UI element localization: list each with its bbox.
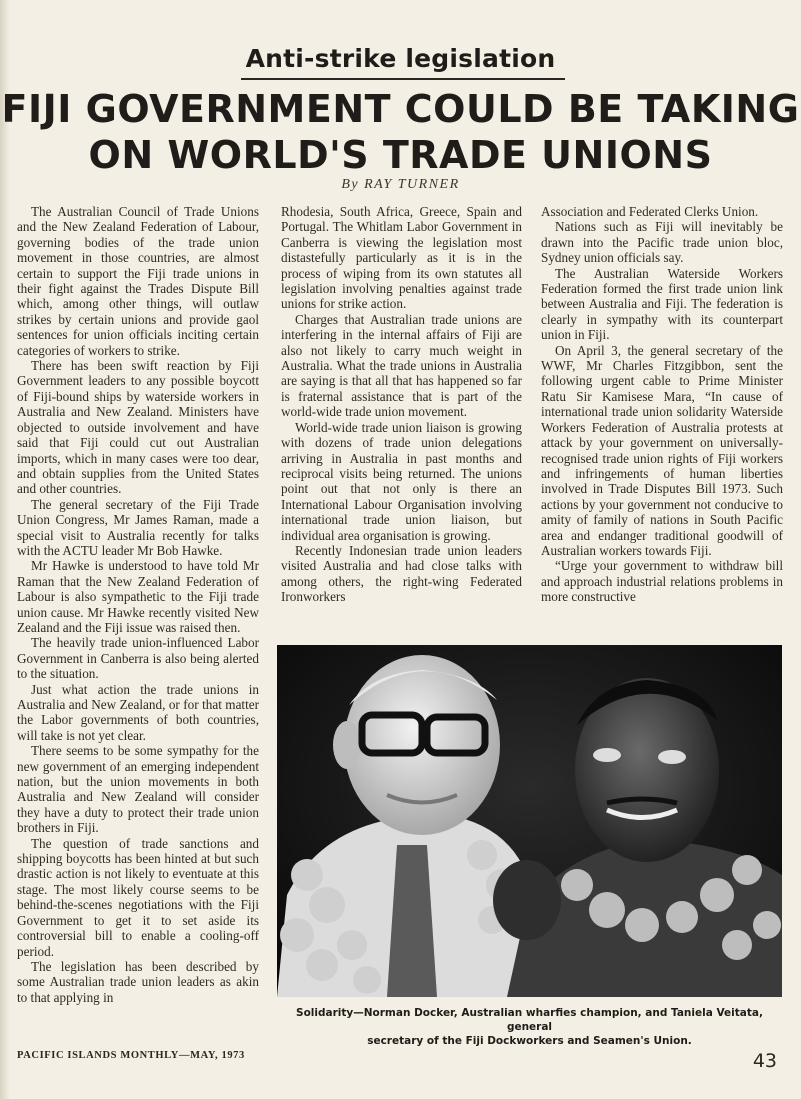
paragraph: The heavily trade union-influenced Labor Government in Canberra is also being alerted to the situation. [17,635,259,682]
headline-line-1: FIJI GOVERNMENT COULD BE TAKING [1,87,800,131]
byline: By RAY TURNER [341,177,460,192]
kicker-underline [241,78,565,80]
caption-line-2: secretary of the Fiji Dockworkers and Seamen's Union. [367,1035,692,1047]
paragraph: Just what action the trade unions in Australia and New Zealand, or for that matter the Labor governments of both countries, will take is not yet clear. [17,681,259,743]
paragraph: Rhodesia, South Africa, Greece, Spain and Portugal. The Whitlam Labor Government in Canberra is viewing the legislation most distastefully particularly as it is in the process of wiping from its own statutes all legislation involving penalties against trade unions for strike action. [281,204,522,312]
page-number: 43 [752,1050,777,1072]
publication-footer: PACIFIC ISLANDS MONTHLY—MAY, 1973 [17,1050,245,1061]
paragraph: The Australian Waterside Workers Federation formed the first trade union link between Australia and Fiji. The federation is clearly in sympathy with its counterpart union in Fiji. [541,265,783,343]
caption-line-1: Solidarity—Norman Docker, Australian wharfies champion, and Taniela Veitata, general [296,1007,763,1033]
section-kicker: Anti-strike legislation [245,44,556,73]
news-photograph [277,645,782,997]
photo-illustration [277,645,782,997]
paragraph: Nations such as Fiji will inevitably be drawn into the Pacific trade union bloc, Sydney union officials say. [541,219,783,266]
paragraph: World-wide trade union liaison is growing with dozens of trade union delegations arriving in Australia in past months and reciprocal visits being returned. The unions point out that not only is there an International Labour Organisation involving international trade union liaison, but individual area organisation is growing. [281,419,522,543]
paragraph: The legislation has been described by some Australian trade union leaders as akin to that applying in [17,958,259,1005]
paragraph: The question of trade sanctions and shipping boycotts has been hinted at but such drastic action is not likely to eventuate at this stage. The most likely course seems to be behind-the-scenes negotiations with the Fiji Government to get it to set aside its controversial bill to enable a cooling-off period. [17,835,259,959]
paragraph: “Urge your government to withdraw bill and approach industrial relations problems in more constructive [541,558,783,605]
photo-caption [277,1006,782,1048]
paragraph: On April 3, the general secretary of the WWF, Mr Charles Fitzgibbon, sent the following urgent cable to Prime Minister Ratu Sir Kamisese Mara, “In cause of international trade union solidarity Waterside Workers Federation of Australia protests at attack by your government on universally-recognised trade union rights of Fiji workers and infringements of human liberties involved in Trade Disputes Bill 1973. Such actions by your government not conducive to amity of family of nations in South Pacific area and endanger traditional goodwill of Australian workers towards Fiji. [541,342,783,558]
headline [0,86,801,178]
article-column-3 [541,204,783,605]
paragraph: Charges that Australian trade unions are interfering in the internal affairs of Fiji are also not likely to carry much weight in Australia. What the trade unions in Australia are saying is that all that has happened so far is fraternal assistance that is part of the world-wide trade union movement. [281,311,522,420]
paragraph: Recently Indonesian trade union leaders visited Australia and had close talks with among others, the right-wing Federated Ironworkers [281,542,522,605]
article-column-2 [281,204,522,605]
paragraph: The Australian Council of Trade Unions and the New Zealand Federation of Labour, governing bodies of the trade union movement in those countries, are almost certain to support the Fiji trade unions in their fight against the Trades Dispute Bill which, among other things, will outlaw strikes by certain unions and provide gaol sentences for union officials inciting certain categories of workers to strike. [17,204,259,358]
article-column-1 [17,204,259,1005]
paragraph: The general secretary of the Fiji Trade Union Congress, Mr James Raman, made a special visit to Australia recently for talks with the ACTU leader Mr Bob Hawke. [17,496,259,558]
paragraph: There seems to be some sympathy for the new government of an emerging independent nation, but the union movements in both Australia and New Zealand will consider they have a duty to protect their trade union brothers in Fiji. [17,743,259,836]
paragraph: Association and Federated Clerks Union. [541,204,759,219]
paragraph: Mr Hawke is understood to have told Mr Raman that the New Zealand Federation of Labour is also sympathetic to the Fiji trade union cause. Mr Hawke recently visited New Zealand and the Fiji issue was raised then. [17,558,259,635]
paragraph: There has been swift reaction by Fiji Government leaders to any possible boycott of Fiji-bound ships by waterside workers in Australia and New Zealand. Ministers have objected to outside involvement and have said that Fiji could cut out Australian imports, which in many cases were too dear, and obtain supplies from the United States and other countries. [17,358,259,497]
headline-line-2: ON WORLD'S TRADE UNIONS [88,133,713,177]
